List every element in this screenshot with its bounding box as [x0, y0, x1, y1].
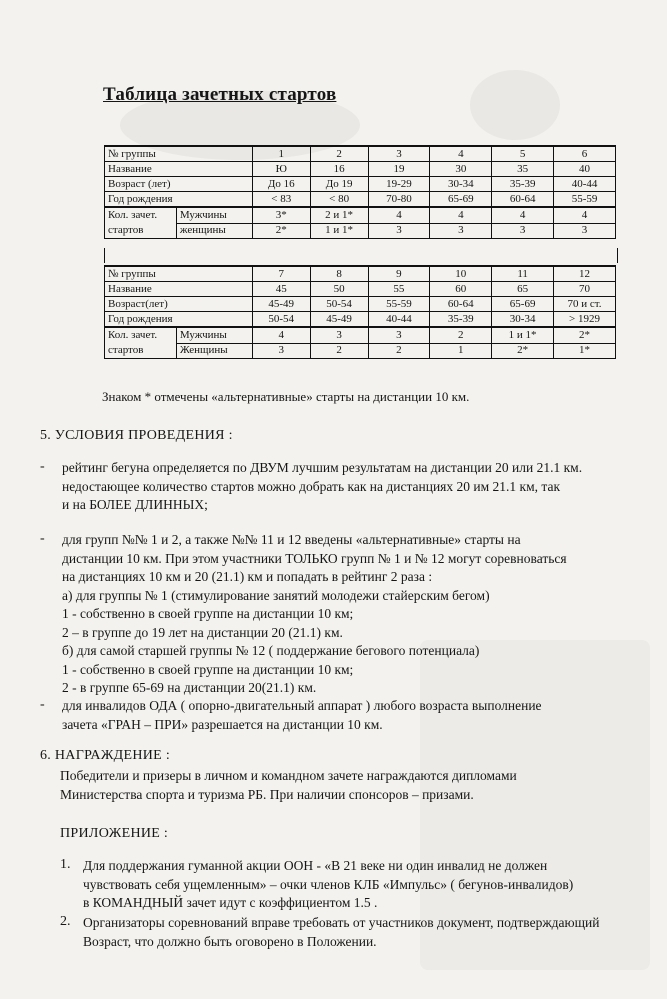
table-cell: 40-44 — [554, 177, 616, 192]
table-cell: 30-34 — [492, 312, 554, 328]
table-cell: > 1929 — [554, 312, 616, 328]
table-cell: 40-44 — [368, 312, 430, 328]
table-cell: 2 и 1* — [310, 207, 368, 223]
asterisk-note: Знаком * отмечены «альтернативные» старты на дистанции 10 км. — [102, 389, 470, 404]
text-line: в КОМАНДНЫЙ зачет идут с коэффициентом 1.5 . — [83, 895, 378, 910]
text-line: дистанции 10 км. При этом участники ТОЛЬКО групп № 1 и № 12 могут соревноваться — [62, 550, 567, 566]
table-cell: 30-34 — [430, 177, 492, 192]
row-label: № группы — [105, 266, 253, 282]
text-line: Возраст, что должно быть оговорено в Положении. — [83, 933, 377, 949]
section-5-heading: 5. УСЛОВИЯ ПРОВЕДЕНИЯ : — [40, 428, 233, 443]
table-row — [105, 343, 616, 359]
table-cell: 4 — [430, 146, 492, 162]
table-cell: 3 — [368, 327, 430, 343]
table-cell: 60-64 — [430, 297, 492, 312]
table-cell: 2* — [554, 327, 616, 343]
section-6-heading: 6. НАГРАЖДЕНИЕ : — [40, 748, 171, 763]
starts-label-line: Кол. зачет. — [108, 329, 158, 341]
table-cell: 70-80 — [368, 192, 430, 208]
starts-label-line: Кол. зачет. — [108, 209, 158, 221]
table-cell: Ю — [252, 162, 310, 177]
table-row — [105, 207, 616, 223]
table-cell: 70 и ст. — [554, 297, 616, 312]
table-cell: 5 — [492, 146, 554, 162]
table-cell: 50-54 — [252, 312, 310, 328]
row-label: Год рождения — [105, 192, 253, 208]
text-line: для групп №№ 1 и 2, а также №№ 11 и 12 введены «альтернативные» старты на — [62, 532, 521, 547]
table-cell: 1* — [554, 343, 616, 359]
starts-table-2 — [104, 265, 616, 359]
appendix-item-2 — [83, 914, 599, 951]
text-line: 2 - в группе 65-69 на дистанции 20(21.1) км. — [62, 680, 317, 695]
table-cell: 45 — [252, 282, 310, 297]
table-cell: 35-39 — [430, 312, 492, 328]
text-line: б) для самой старшей группы № 12 ( поддержание бегового потенциала) — [62, 643, 480, 658]
table-cell: 65-69 — [492, 297, 554, 312]
table-cell: 1 — [252, 146, 310, 162]
table-row — [105, 192, 616, 208]
text-line: Победители и призеры в личном и командном зачете награждаются дипломами — [60, 768, 517, 783]
appendix-item-1-number: 1. — [60, 857, 71, 872]
text-line: 1 - собственно в своей группе на дистанции 10 км; — [62, 606, 354, 621]
page-title: Таблица зачетных стартов — [103, 84, 337, 105]
table-cell: 50-54 — [310, 297, 368, 312]
table-cell: 55-59 — [368, 297, 430, 312]
table-cell: 3 — [368, 146, 430, 162]
table-row — [105, 312, 616, 328]
bullet-dash: - — [40, 697, 45, 712]
table-cell: 6 — [554, 146, 616, 162]
table-cell: 1 — [430, 343, 492, 359]
table-cell: 3 — [252, 343, 310, 359]
text-line: 1 - собственно в своей группе на дистанции 10 км; — [62, 661, 354, 677]
table-cell: 1 и 1* — [492, 327, 554, 343]
table-cell: 35 — [492, 162, 554, 177]
table-cell: 3 — [310, 327, 368, 343]
section-5-para-2 — [62, 531, 567, 698]
table-cell: 7 — [252, 266, 310, 282]
text-line: и на БОЛЕЕ ДЛИННЫХ; — [62, 497, 208, 512]
table-cell: < 83 — [252, 192, 310, 208]
starts-label-line: стартов — [108, 224, 144, 236]
table-row — [105, 223, 616, 239]
table-cell: 3* — [252, 207, 310, 223]
section-6-text — [60, 767, 517, 804]
table-cell: 60 — [430, 282, 492, 297]
table-cell: 3 — [554, 223, 616, 239]
table-row — [105, 297, 616, 312]
women-label: женщины — [176, 223, 252, 239]
table-cell: 4 — [492, 207, 554, 223]
table-cell: 45-49 — [252, 297, 310, 312]
text-line: на дистанциях 10 км и 20 (21.1) км и попадать в рейтинг 2 раза : — [62, 569, 433, 584]
row-label: Возраст(лет) — [105, 297, 253, 312]
table-cell: 2* — [492, 343, 554, 359]
text-line: для инвалидов ОДА ( опорно-двигательный аппарат ) любого возраста выполнение — [62, 698, 542, 713]
table-cell: 8 — [310, 266, 368, 282]
text-line: 2 – в группе до 19 лет на дистанции 20 (21.1) км. — [62, 624, 343, 640]
table-cell: 65-69 — [430, 192, 492, 208]
row-label: Название — [105, 282, 253, 297]
text-line: зачета «ГРАН – ПРИ» разрешается на дистанции 10 км. — [62, 716, 383, 732]
table-cell: 2 — [310, 146, 368, 162]
men-label: Мужчины — [176, 327, 252, 343]
table-cell: 50 — [310, 282, 368, 297]
table-cell: До 16 — [252, 177, 310, 192]
starts-label — [105, 207, 177, 239]
table-cell: 2 — [310, 343, 368, 359]
appendix-heading: ПРИЛОЖЕНИЕ : — [60, 826, 169, 841]
text-line: а) для группы № 1 (стимулирование занятий молодежи стайерским бегом) — [62, 587, 490, 603]
appendix-item-2-number: 2. — [60, 914, 71, 929]
table-row — [105, 177, 616, 192]
bullet-dash: - — [40, 459, 45, 474]
table-cell: До 19 — [310, 177, 368, 192]
table-cell: 2 — [430, 327, 492, 343]
table-cell: 2 — [368, 343, 430, 359]
text-line: рейтинг бегуна определяется по ДВУМ лучшим результатам на дистанции 20 или 21.1 км. — [62, 460, 583, 475]
table-cell: 19-29 — [368, 177, 430, 192]
text-line: Организаторы соревнований вправе требовать от участников документ, подтверждающий — [83, 915, 600, 930]
table-cell: 70 — [554, 282, 616, 297]
table-cell: 3 — [430, 223, 492, 239]
starts-label — [105, 327, 177, 359]
row-label: Год рождения — [105, 312, 253, 328]
table-cell: < 80 — [310, 192, 368, 208]
table-cell: 45-49 — [310, 312, 368, 328]
table-cell: 30 — [430, 162, 492, 177]
starts-label-line: стартов — [108, 344, 144, 356]
table-cell: 55-59 — [554, 192, 616, 208]
text-line: чувствовать себя ущемленным» – очки членов КЛБ «Импульс» ( бегунов-инвалидов) — [83, 876, 574, 892]
table-row — [105, 266, 616, 282]
appendix-item-1 — [83, 857, 573, 913]
row-label: Название — [105, 162, 253, 177]
table-cell: 4 — [554, 207, 616, 223]
table-cell: 40 — [554, 162, 616, 177]
women-label: Женщины — [176, 343, 252, 359]
table-row — [105, 327, 616, 343]
table-cell: 4 — [430, 207, 492, 223]
table-cell: 19 — [368, 162, 430, 177]
table-cell: 65 — [492, 282, 554, 297]
table-cell: 11 — [492, 266, 554, 282]
table-cell: 12 — [554, 266, 616, 282]
men-label: Мужчины — [176, 207, 252, 223]
table-cell: 1 и 1* — [310, 223, 368, 239]
table-cell: 4 — [368, 207, 430, 223]
table-cell: 10 — [430, 266, 492, 282]
table-cell: 3 — [368, 223, 430, 239]
table-row — [105, 162, 616, 177]
table-cell: 60-64 — [492, 192, 554, 208]
row-label: № группы — [105, 146, 253, 162]
table-cell: 35-39 — [492, 177, 554, 192]
table-cell: 9 — [368, 266, 430, 282]
row-label: Возраст (лет) — [105, 177, 253, 192]
bleed-through-mark — [470, 70, 560, 140]
table-row — [105, 146, 616, 162]
table-row — [105, 282, 616, 297]
table-spacer — [104, 248, 618, 263]
text-line: Министерства спорта и туризма РБ. При наличии спонсоров – призами. — [60, 786, 474, 802]
text-line: Для поддержания гуманной акции ООН - «В 21 веке ни один инвалид не должен — [83, 858, 548, 873]
starts-table-1 — [104, 145, 616, 239]
table-cell: 3 — [492, 223, 554, 239]
bullet-dash: - — [40, 531, 45, 546]
section-5-para-3 — [62, 697, 542, 734]
text-line: недостающее количество стартов можно добрать как на дистанциях 20 им 21.1 км, так — [62, 478, 560, 494]
table-cell: 16 — [310, 162, 368, 177]
section-5-para-1 — [62, 459, 582, 515]
table-cell: 4 — [252, 327, 310, 343]
table-cell: 2* — [252, 223, 310, 239]
table-cell: 55 — [368, 282, 430, 297]
